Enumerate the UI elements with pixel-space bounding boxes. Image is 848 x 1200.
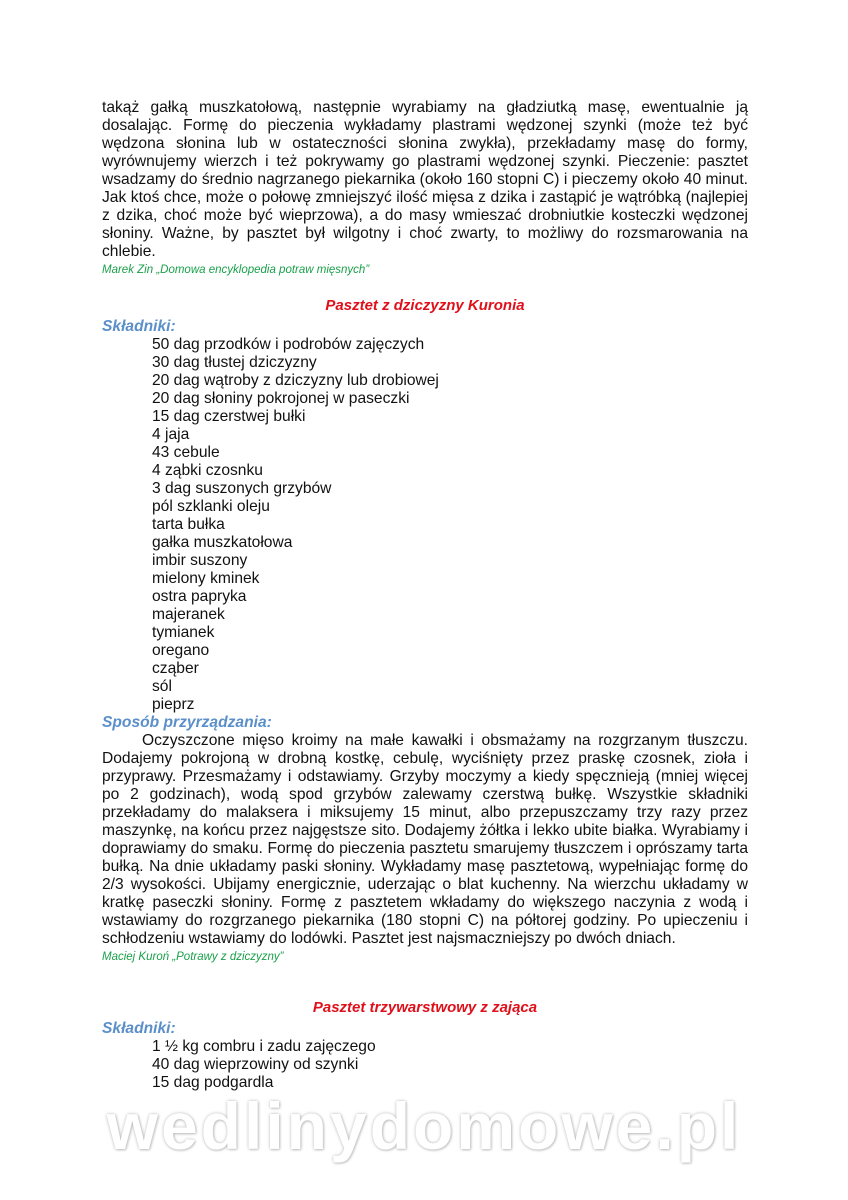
recipe-title: Pasztet trzywarstwowy z zająca xyxy=(312,999,538,1016)
source-citation: Marek Zin „Domowa encyklopedia potraw mięsnych” xyxy=(102,264,370,276)
ingredient-item: oregano xyxy=(152,642,210,659)
method-paragraph: Oczyszczone mięso kroimy na małe kawałki i obsmażamy na rozgrzanym tłuszczu. Dodajemy pokrojoną w drobną kostkę, cebulę, wyciśnięty przez praskę czosnek, zioła i przyprawy. Przesmażamy i odstawiamy. Grzyby moczymy a kiedy spęcznieją (mniej więcej po 2 godzinach), wodą spod grzybów zalewamy czerstwą bułkę. Wszystkie składniki przekładamy do malaksera i miksujemy 15 minut, albo przepuszczamy trzy razy przez maszynkę, na końcu przez najgęstsze sito. Dodajemy żółtka i lekko ubite białka. Wyrabiamy i doprawiamy do smaku. Formę do pieczenia pasztetu smarujemy tłuszczem i oprószamy tarta bułką. Na dnie układamy paski słoniny. Wykładamy masę pasztetową, wypełniając formę do 2/3 wysokości. Ubijamy energicznie, uderzając o blat kuchenny. Na wierzchu układamy w kratkę paseczki słoniny. Formę z pasztetem wkładamy do większego naczynia z wodą i wstawiamy do rozgrzanego piekarnika (180 stopni C) na półtorej godziny. Po upieczeniu i schłodzeniu wstawiamy do lodówki. Pasztet jest najsmaczniejszy po dwóch dniach. xyxy=(102,732,748,947)
ingredient-item: cząber xyxy=(152,660,199,677)
recipe-kuronia xyxy=(102,297,748,966)
ingredient-item: 1 ½ kg combru i zadu zajęczego xyxy=(152,1038,376,1055)
ingredient-item: mielony kminek xyxy=(152,570,260,587)
ingredient-item: imbir suszony xyxy=(152,552,248,569)
ingredient-item: 40 dag wieprzowiny od szynki xyxy=(152,1056,359,1073)
ingredients-list xyxy=(102,336,748,714)
ingredient-item: 4 jaja xyxy=(152,426,190,443)
ingredient-item: 3 dag suszonych grzybów xyxy=(152,480,332,497)
ingredient-item: 20 dag wątroby z dziczyzny lub drobiowej xyxy=(152,372,439,389)
ingredient-item: majeranek xyxy=(152,606,225,623)
ingredient-item: pieprz xyxy=(152,696,195,713)
ingredient-item: 43 cebule xyxy=(152,444,220,461)
ingredient-item: 15 dag czerstwej bułki xyxy=(152,408,306,425)
ingredient-item: tymianek xyxy=(152,624,215,641)
ingredient-item: tarta bułka xyxy=(152,516,225,533)
ingredient-item: gałka muszkatołowa xyxy=(152,534,293,551)
recipe-trzywarstwowy xyxy=(102,999,748,1092)
source-citation: Maciej Kuroń „Potrawy z dziczyzny” xyxy=(102,951,284,963)
recipe-title: Pasztet z dziczyzny Kuronia xyxy=(325,297,525,314)
paragraph: takąż gałką muszkatołową, następnie wyrabiamy na gładziutką masę, ewentualnie ją dosalając. Formę do pieczenia wykładamy plastrami wędzonej szynki (może też być wędzona słonina lub w ostateczności słonina zwykła), przekładamy masę do formy, wyrównujemy wierzch i też pokrywamy go plastrami wędzonej szynki. Pieczenie: pasztet wsadzamy do średnio nagrzanego piekarnika (około 160 stopni C) i pieczemy około 40 minut. Jak ktoś chce, może o połowę zmniejszyć ilość mięsa z dzika i zastąpić je wątróbką (najlepiej z dzika, choć może być wieprzowa), a do masy wmieszać drobniutkie kosteczki wędzonej słoniny. Ważne, by pasztet był wilgotny i choć zwarty, to możliwy do rozsmarowania na chlebie. xyxy=(102,99,748,260)
ingredient-item: 15 dag podgardla xyxy=(152,1074,274,1091)
ingredient-item: ostra papryka xyxy=(152,588,247,605)
ingredients-heading: Składniki: xyxy=(102,318,176,335)
method-heading: Sposób przyrządzania: xyxy=(102,714,272,731)
ingredient-item: 20 dag słoniny pokrojonej w paseczki xyxy=(152,390,410,407)
ingredient-item: 30 dag tłustej dziczyzny xyxy=(152,354,317,371)
ingredient-item: pól szklanki oleju xyxy=(152,498,270,515)
ingredient-item: sól xyxy=(152,678,172,695)
section-continuation xyxy=(102,99,748,279)
ingredient-item: 50 dag przodków i podrobów zajęczych xyxy=(152,336,425,353)
watermark: wedlinydomowe.pl xyxy=(106,1089,742,1163)
ingredients-heading: Składniki: xyxy=(102,1020,176,1037)
ingredients-list xyxy=(102,1038,748,1092)
ingredient-item: 4 ząbki czosnku xyxy=(152,462,263,479)
